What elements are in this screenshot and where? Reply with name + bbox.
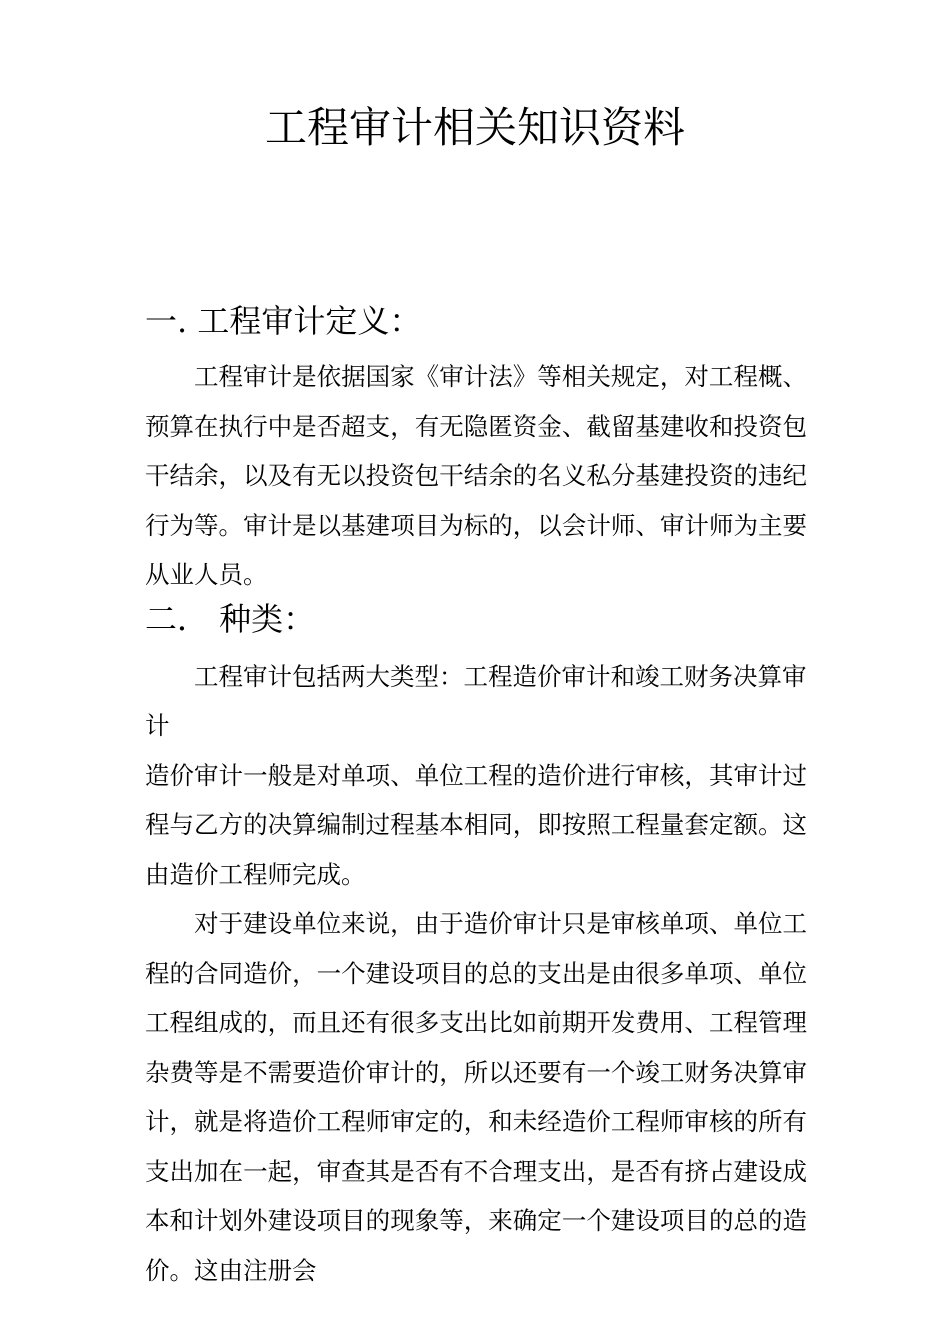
paragraph-cost-audit: 造价审计一般是对单项、单位工程的造价进行审核，其审计过程与乙方的决算编制过程基本相同，即按照工程量套定额。这由造价工程师完成。	[145, 760, 807, 889]
document-title: 工程审计相关知识资料	[264, 103, 685, 152]
section-heading-types: 二． 种类：	[145, 599, 316, 638]
paragraph-types-intro: 工程审计包括两大类型：工程造价审计和竣工财务决算审计	[145, 661, 807, 740]
paragraph-final-accounts-audit: 对于建设单位来说，由于造价审计只是审核单项、单位工程的合同造价，一个建设项目的总的支出是由很多单项、单位工程组成的，而且还有很多支出比如前期开发费用、工程管理杂费等是不需要造价审计的，所以还要有一个竣工财务决算审计，就是将造价工程师审定的，和未经造价工程师审核的所有支出加在一起，审查其是否有不合理支出，是否有挤占建设成本和计划外建设项目的现象等，来确定一个建设项目的总的造价。这由注册会	[145, 909, 807, 1285]
section-heading-definition: 一. 工程审计定义：	[145, 302, 422, 340]
document-body	[145, 296, 807, 1295]
paragraph-definition: 工程审计是依据国家《审计法》等相关规定，对工程概、预算在执行中是否超支，有无隐匿资金、截留基建收和投资包干结余，以及有无以投资包干结余的名义私分基建投资的违纪行为等。审计是以基建项目为标的，以会计师、审计师为主要从业人员。	[145, 362, 807, 589]
